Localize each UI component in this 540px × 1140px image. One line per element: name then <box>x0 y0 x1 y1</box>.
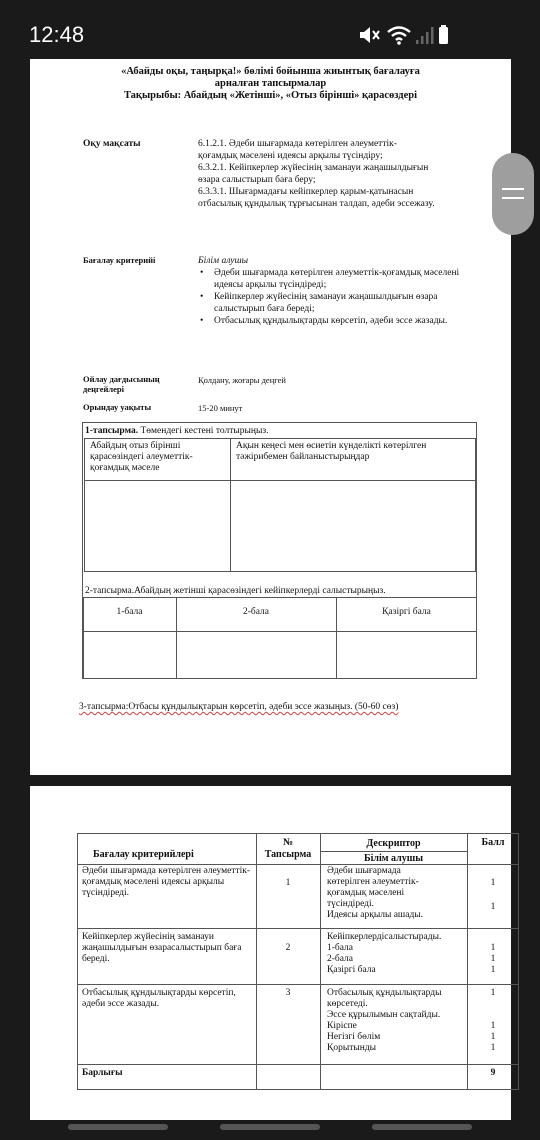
criteria-item: • Кейіпкерлер жүйесінің заманауи жаңашылдығын өзара салыстырып баға береді; <box>198 291 468 315</box>
rubric-row-1-descriptor: Әдеби шығармада көтерілген әлеуметтік- қоғамдық мәселені түсіндіреді. Идеясы арқылы ашады. <box>327 866 424 920</box>
rubric-row-3-score: 1 <box>490 1032 496 1042</box>
rubric-total-label: Барлығы <box>82 1068 123 1078</box>
task2-instruction: 2-тапсырма.Абайдың жетінші қарасөзіндегі кейіпкерлерді салыстырыңыз. <box>85 586 386 596</box>
rubric-head-score: Балл <box>481 837 505 848</box>
rubric-row-2-score: 1 <box>490 943 496 953</box>
rubric-head-criteria: Бағалау критерийлері <box>93 849 194 860</box>
task1-col1-header: Абайдың отыз бірінші қарасөзіндегі әлеуметтік-қоғамдық мәселе <box>90 441 193 473</box>
time-label: Орындау уақыты <box>83 402 152 412</box>
rubric-row-3-score: 1 <box>490 988 496 998</box>
task2-col-2: 2-бала <box>242 607 269 617</box>
doc-title-line-2: арналған тапсырмалар <box>214 78 327 89</box>
document-page-2 <box>30 786 511 1120</box>
criteria-item: • Әдеби шығармада көтерілген әлеуметтік-қоғамдық мәселені идеясы арқылы түсіндіреді; <box>198 267 468 291</box>
criteria-item: • Отбасылық құндылықтарды көрсетіп, әдеби эссе жазады. <box>198 315 468 327</box>
criteria-text: Білім алушы • Әдеби шығармада көтерілген әлеуметтік-қоғамдық мәселені идеясы арқылы түсіндіреді; • Кейіпкерлер жүйесінің заманауи жаңашылдығын өзара салыстырып баға береді; • Отбасылық құндылықтарды көрсетіп, әдеби эссе жазады. <box>198 255 468 327</box>
level-label: Ойлау дағдысының деңгейлері <box>83 374 160 394</box>
task3-instruction: 3-тапсырма:Отбасы құндылықтарын көрсетіп, әдеби эссе жазыңыз. (50-60 сөз) <box>79 702 399 712</box>
wifi-icon <box>386 24 412 46</box>
rubric-head-task: Тапсырма <box>264 849 312 860</box>
rubric-row-2-score: 1 <box>490 954 496 964</box>
rubric-row-3-descriptor: Отбасылық құндылықтарды көрсетеді. Эссе құрылымын сақтайды. Кіріспе Негізгі бөлім Қорытынды <box>327 988 442 1053</box>
status-time: 12:48 <box>29 22 85 47</box>
signal-icon <box>414 24 434 46</box>
goal-label: Оқу мақсаты <box>83 139 141 149</box>
task1-instruction: 1-тапсырма. Төмендегі кестені толтырыңыз. <box>85 426 269 436</box>
rubric-row-2-score: 1 <box>490 965 496 975</box>
rubric-row-1-score: 1 <box>490 878 496 888</box>
rubric-row-1-task: 1 <box>285 878 291 888</box>
task2-col-1: 1-бала <box>116 607 143 617</box>
rubric-row-3-criteria: Отбасылық құндылықтарды көрсетіп, әдеби эссе жазады. <box>82 988 236 1009</box>
scroll-handle[interactable] <box>492 153 534 235</box>
goal-text: 6.1.2.1. Әдеби шығармада көтерілген әлеуметтік- қоғамдық мәселені идеясы арқылы түсіндіру; 6.3.2.1. Кейіпкерлер жүйесінің заманауи жаңашылдығын өзара салыстырып баға беру; 6.3.3.1. Шығармадағы кейіпкерлер қарым-қатынасын отбасылық құндылық тұрғысынан талдап, әдеби эссежазу. <box>198 139 435 209</box>
rubric-row-3-task: 3 <box>285 988 291 998</box>
rubric-row-2-criteria: Кейіпкерлер жүйесінің заманауи жаңашылдығын өзарасалыстырып баға береді. <box>82 932 242 964</box>
rubric-total-value: 9 <box>490 1068 496 1078</box>
nav-indicator <box>220 1124 320 1130</box>
rubric-row-1-score: 1 <box>490 902 496 912</box>
nav-indicator <box>372 1124 472 1130</box>
rubric-head-descriptor-sub: Білім алушы <box>363 853 424 864</box>
task2-col-3: Қазіргі бала <box>382 607 431 617</box>
mute-icon <box>358 24 382 46</box>
level-value: Қолдану, жоғары деңгей <box>198 375 286 385</box>
criteria-label: Бағалау критерийі <box>83 255 156 265</box>
rubric-row-3-score: 1 <box>490 1021 496 1031</box>
doc-topic: Тақырыбы: Абайдың «Жетінші», «Отыз бірінші» қарасөздері <box>123 90 418 101</box>
nav-indicator <box>68 1124 168 1130</box>
battery-icon <box>438 24 450 46</box>
document-page-1 <box>30 59 511 775</box>
rubric-head-descriptor: Дескриптор <box>366 838 421 849</box>
time-value: 15-20 минут <box>198 403 243 413</box>
rubric-row-2-descriptor: Кейіпкерлердісалыстырады. 1-бала 2-бала Қазіргі бала <box>327 932 442 975</box>
doc-title-line-1: «Абайды оқы, таңырқа!» бөлімі бойынша жиынтық бағалауға <box>121 66 420 77</box>
rubric-row-2-task: 2 <box>285 943 291 953</box>
task1-col2-header: Ақын кеңесі мен өсиетін күнделікті көтерілген тәжірибемен байланыстырыңдар <box>236 441 427 462</box>
rubric-head-no: № <box>282 837 294 848</box>
status-bar <box>0 0 540 60</box>
rubric-row-1-criteria: Әдеби шығармада көтерілген әлеуметтік-қоғамдық мәселені идеясы арқылы түсіндіреді. <box>82 866 251 898</box>
rubric-row-3-score: 1 <box>490 1043 496 1053</box>
